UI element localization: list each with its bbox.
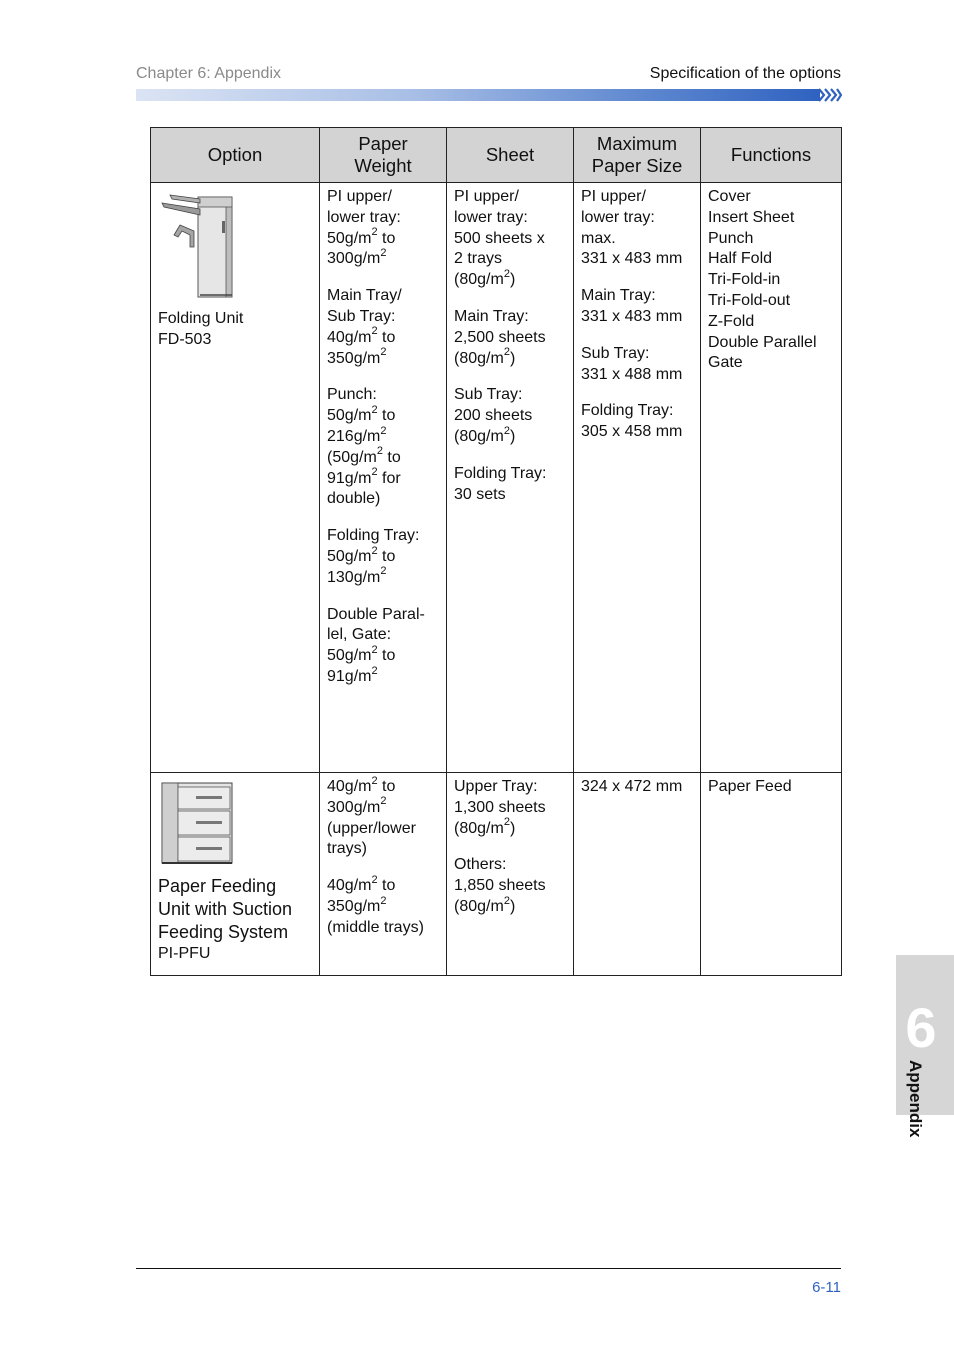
- function-item: Tri-Fold-in: [708, 271, 781, 289]
- spec-line: Sub Tray:: [454, 386, 523, 404]
- options-spec-table: [150, 127, 842, 976]
- spec-line: lower tray:: [454, 208, 528, 226]
- col-header-max-size: [574, 128, 701, 183]
- spec-line: $50g/m^2$ to: [327, 403, 396, 425]
- col-header-line: Weight: [354, 155, 412, 176]
- spec-line: 331 x 488 mm: [581, 365, 683, 383]
- function-item: Z-Fold: [708, 312, 755, 330]
- spec-line: (upper/lower: [327, 819, 416, 837]
- function-item: Half Fold: [708, 250, 773, 268]
- option-cell: [151, 183, 320, 773]
- spec-block: [327, 526, 439, 588]
- spec-line: Main Tray/: [327, 287, 402, 305]
- functions-cell: [701, 773, 842, 976]
- spec-line: ($50g/m^2$ to: [327, 445, 401, 466]
- spec-line: $(80g/m^2)$: [454, 894, 516, 915]
- spec-line: $(80g/m^2)$: [454, 816, 516, 837]
- spec-block: [581, 187, 693, 270]
- spec-block: [454, 464, 566, 506]
- header-gradient-bar: [136, 89, 820, 101]
- chapter-tab-label: Appendix: [906, 1060, 925, 1138]
- option-name: Feeding System: [158, 922, 289, 943]
- col-header-option: Option: [151, 128, 320, 183]
- col-header-sheet: Sheet: [447, 128, 574, 183]
- spec-line: 30 sets: [454, 485, 506, 503]
- col-header-functions: Functions: [701, 128, 842, 183]
- spec-line: 200 sheets: [454, 407, 533, 425]
- spec-line: PI upper/: [454, 188, 519, 205]
- folding-unit-image: [160, 191, 240, 299]
- max-size-cell: [574, 183, 701, 773]
- spec-line: Double Paral-: [327, 605, 425, 623]
- page-number: 6-11: [812, 1279, 841, 1296]
- option-name: Paper Feeding: [158, 876, 277, 896]
- spec-line: $50g/m^2$ to: [327, 226, 396, 247]
- footer-rule: [136, 1268, 841, 1269]
- spec-line: Folding Tray:: [327, 527, 420, 545]
- spec-block: [454, 187, 566, 291]
- spec-line: 324 x 472 mm: [581, 778, 683, 795]
- function-item: Tri-Fold-out: [708, 291, 791, 309]
- spec-line: $216g/m^2$: [327, 424, 387, 445]
- spec-line: $(80g/m^2)$: [454, 267, 516, 289]
- spec-line: Punch:: [327, 386, 377, 404]
- option-name: Folding Unit: [158, 310, 244, 327]
- max-size-cell: [574, 773, 701, 976]
- spec-line: $350g/m^2$: [327, 346, 387, 367]
- spec-line: Main Tray:: [454, 307, 529, 325]
- spec-line: $(80g/m^2)$: [454, 346, 516, 367]
- paper-feeding-unit-image: [160, 781, 234, 865]
- spec-line: $91g/m^2$: [327, 664, 378, 685]
- table-row: [151, 773, 842, 976]
- spec-block: [454, 777, 566, 839]
- col-header-paper-weight: [320, 128, 447, 183]
- spec-line: $50g/m^2$ to: [327, 544, 396, 565]
- spec-block: [327, 187, 439, 270]
- spec-line: 500 sheets x: [454, 229, 545, 247]
- spec-line: $40g/m^2$ to: [327, 774, 396, 795]
- option-model: PI-PFU: [158, 945, 211, 963]
- spec-line: $300g/m^2$: [327, 795, 387, 816]
- spec-line: $40g/m^2$ to: [327, 325, 396, 346]
- col-header-line: Maximum: [596, 132, 678, 154]
- spec-line: Upper Tray:: [454, 778, 538, 795]
- sheet-cell: [447, 183, 574, 773]
- spec-line: Folding Tray:: [454, 464, 547, 482]
- sheet-cell: [447, 773, 574, 976]
- col-header-line: Paper: [358, 132, 408, 154]
- spec-line: 1,300 sheets: [454, 798, 546, 816]
- spec-line: 331 x 483 mm: [581, 250, 683, 268]
- spec-line: 331 x 483 mm: [581, 307, 683, 325]
- spec-line: 1,850 sheets: [454, 877, 546, 895]
- spec-block: [454, 307, 566, 369]
- option-cell: [151, 773, 320, 976]
- spec-line: $300g/m^2$: [327, 247, 387, 268]
- spec-block: [327, 385, 439, 510]
- spec-line: double): [327, 490, 381, 508]
- spec-block: [454, 385, 566, 447]
- spec-line: PI upper/: [581, 188, 646, 205]
- functions-cell: [701, 183, 842, 773]
- spec-block: [581, 286, 693, 328]
- spec-line: $40g/m^2$ to: [327, 873, 396, 895]
- spec-line: trays): [327, 840, 367, 858]
- spec-line: Folding Tray:: [581, 402, 674, 420]
- spec-line: lel, Gate:: [327, 626, 392, 644]
- function-item: Insert Sheet: [708, 208, 795, 226]
- chapter-title: Chapter 6: Appendix: [136, 65, 281, 82]
- option-model: FD-503: [158, 330, 212, 348]
- spec-line: Sub Tray:: [581, 344, 650, 362]
- spec-block: [581, 401, 693, 443]
- function-item: Cover: [708, 188, 751, 205]
- function-item: Paper Feed: [708, 778, 792, 795]
- option-name: Unit with Suction: [158, 899, 293, 920]
- spec-block: [327, 873, 439, 938]
- spec-line: 2 trays: [454, 250, 503, 268]
- spec-line: Others:: [454, 856, 507, 874]
- function-item: Punch: [708, 229, 754, 247]
- function-item: Gate: [708, 354, 743, 372]
- table-row: [151, 183, 842, 773]
- spec-block: [327, 286, 439, 369]
- section-title: Specification of the options: [649, 65, 841, 82]
- spec-line: PI upper/: [327, 188, 392, 205]
- paper-weight-cell: [320, 183, 447, 773]
- spec-line: $130g/m^2$: [327, 565, 387, 586]
- spec-line: $50g/m^2$ to: [327, 643, 396, 665]
- spec-line: max.: [581, 229, 616, 247]
- col-header-line: Paper Size: [591, 155, 683, 176]
- spec-line: Sub Tray:: [327, 307, 396, 325]
- spec-line: $(80g/m^2)$: [454, 424, 516, 445]
- table-header-row: [151, 128, 842, 183]
- paper-weight-cell: [320, 773, 447, 976]
- spec-line: lower tray:: [581, 208, 655, 226]
- spec-line: lower tray:: [327, 208, 401, 226]
- spec-line: 305 x 458 mm: [581, 423, 683, 441]
- spec-line: (middle trays): [327, 918, 424, 936]
- chevrons-right-icon: [818, 87, 842, 103]
- spec-line: $91g/m^2$ for: [327, 466, 401, 487]
- spec-block: [327, 774, 439, 860]
- spec-line: 2,500 sheets: [454, 328, 546, 346]
- spec-line: Main Tray:: [581, 287, 656, 305]
- spec-block: [581, 344, 693, 386]
- function-item: Double Parallel: [708, 333, 817, 351]
- chapter-number: 6: [905, 996, 937, 1059]
- spec-block: [454, 855, 566, 917]
- spec-line: $350g/m^2$: [327, 894, 387, 915]
- spec-block: [327, 605, 439, 688]
